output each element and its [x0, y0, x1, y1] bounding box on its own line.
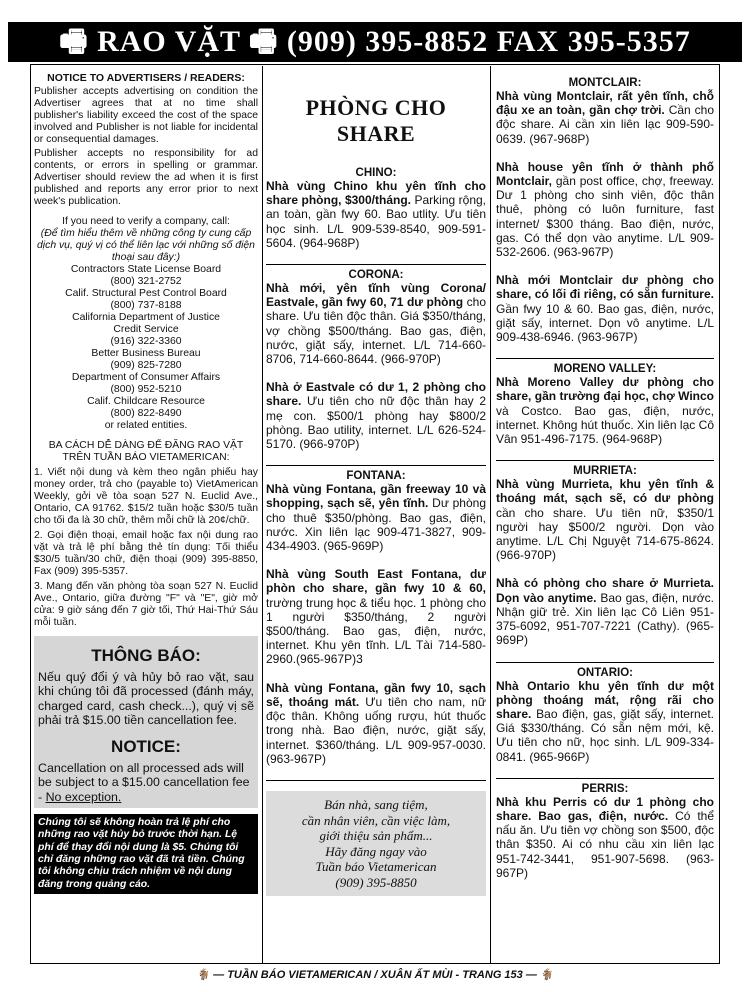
classified-ad — [496, 375, 714, 446]
classified-ad — [496, 273, 714, 344]
classified-ad — [266, 281, 486, 366]
city-heading: MORENO VALLEY: — [553, 363, 657, 376]
way-item: 3. Mang đến văn phòng tòa soạn 527 N. Euclid Ave., Ontario, giữa đường "F" và "E", giờ mở cửa: 9 giờ sáng đến 7 giờ tối, Thứ Hai-Thứ Sáu mỗi tuần. — [34, 581, 258, 628]
city-heading: FONTANA: — [346, 470, 406, 483]
notice-title: NOTICE TO ADVERTISERS / READERS: — [47, 72, 245, 84]
classified-ad — [496, 160, 714, 259]
classified-ad — [266, 567, 486, 666]
ad-headline: Nhà Ontario khu yên tĩnh dư một phòng thoáng mát, rộng rãi cho share. — [496, 678, 714, 721]
classified-ad — [496, 795, 714, 880]
ways-title: BA CÁCH DỄ DÀNG ĐỂ ĐĂNG RAO VẶT TRÊN TUẦN BÁO VIETAMERICAN: — [48, 440, 244, 463]
ad-body: cần cho share. Ưu tiên nữ, $350/1 người hay $500/2 người. Dọn vào anytime. L/L Chị Nguyệt 714-675-8624. (966-970P) — [496, 505, 714, 563]
way-item: 2. Gọi điện thoại, email hoặc fax nội dung rao vặt và trả lệ phí bằng thẻ tín dụng: Tối thiểu $30/5 tuần/30 chữ, điện thoại (909) 395-8850, Fax (909) 395-5357. — [34, 530, 258, 577]
ad-body: Dư phòng cho thuê $350/phòng. Bao gas, điện, nước. Xin liên lạc 909-471-3827, 909-434-4903. (965-969P) — [266, 496, 486, 554]
refund-policy-box — [34, 814, 258, 894]
ad-headline: Nhà Moreno Valley dư phòng cho share, gần trường đại học, chợ Winco — [496, 375, 714, 404]
ad-body: Parking rộng, an toàn, gần fwy 60. Bao utlity. Ưu tiên học sinh. L/L 909-539-8540, 909-591-5604. (964-968P) — [266, 193, 486, 250]
contact-line: (909) 825-7280 — [110, 360, 182, 371]
right-column — [496, 67, 714, 957]
way-item: 1. Viết nội dung và kèm theo ngân phiếu hay money order, trả cho (payable to) VietAmerican Weekly, gởi về tòa soạn 527 N. Euclid Ave., Ontario, CA 91762. $15/2 tuần hoặc $30/5 tuần cho tối đa là 30 chữ, thêm mỗi chữ là 20¢/chữ. — [34, 467, 258, 526]
contact-line: California Department of Justice — [72, 312, 220, 323]
ad-body: Bao điện, gas, giặt sấy, internet. Giá $330/tháng. Có sẵn nệm mới, kệ. Ưu tiên cho nữ, học sinh. L/L 909-334-0841. (965-966P) — [496, 706, 714, 764]
city-heading: PERRIS: — [581, 782, 629, 795]
header-text: 🖷 RAO VẶT 🖷 (909) 395-8852 FAX 395-5357 — [59, 25, 691, 58]
promo-box — [266, 791, 486, 897]
classified-ad — [496, 477, 714, 562]
ad-headline: Nhà khu Perris có dư 1 phòng cho share. Bao gas, điện, nước. — [496, 794, 714, 823]
footer-text: 🐐 — TUẦN BÁO VIETAMERICAN / XUÂN ẤT MÙI - TRANG 153 — 🐐 — [196, 969, 554, 981]
classified-ad — [266, 482, 486, 553]
contact-line: Credit Service — [113, 324, 179, 335]
promo-line: (909) 395-8850 — [335, 874, 417, 890]
refund-policy-text: Chúng tôi sẽ không hoàn trả lệ phí cho những rao vặt hủy bỏ trước thời hạn. Lệ phí để thay đổi nội dung là $5. Chúng tôi chỉ đăng những rao vặt đã trả tiền. Chúng tôi không chịu trách nhiệm về nội dung đăng trong quảng cáo. — [38, 817, 245, 890]
divider — [496, 358, 714, 359]
contact-line: (800) 952-5210 — [110, 384, 182, 395]
listing-sections — [266, 167, 486, 766]
header-banner — [8, 22, 742, 62]
divider — [266, 780, 486, 781]
column-title: PHÒNG CHO SHARE — [305, 95, 447, 146]
promo-line: Tuần báo Vietamerican — [315, 859, 437, 875]
ad-headline: Nhà ở Eastvale có dư 1, 2 phòng cho share. — [266, 380, 486, 409]
listing-sections — [496, 77, 714, 880]
verify-intro: If you need to verify a company, call: — [62, 216, 230, 227]
contact-line: Better Business Bureau — [91, 348, 201, 359]
classified-ad — [266, 380, 486, 451]
notice2-tail: No exception. — [45, 789, 122, 804]
contact-line: (800) 321-2752 — [110, 276, 182, 287]
divider — [266, 264, 486, 265]
ad-body: gần post office, chợ, freeway. Dư 1 phòng cho sinh viên, độc thân thuê, phòng có luôn furniture, fast internet/ $300 tháng. Bao điện, nước, gas. Có thể dọn vào anytime. L/L 909-532-2606. (963-967P) — [496, 174, 714, 260]
promo-line: Hãy đăng ngay vào — [325, 843, 427, 859]
ad-body: Ưu tiên cho nữ độc thân hay 2 mẹ con. $500/1 phòng hay $800/2 phòng. Bao utility, internet. L/L 626-524-5170. (966-970P) — [266, 394, 486, 452]
divider — [496, 778, 714, 779]
ad-headline: Nhà có phòng cho share ở Murrieta. Dọn vào anytime. — [496, 576, 714, 605]
ad-body: Bao gas, điện, nước. Nhận giữ trẻ. Xin liên lạc Cô Liên 951-375-6092, 951-707-7221 (Cathy). (965-969P) — [496, 590, 714, 648]
ad-headline: Nhà house yên tĩnh ở thành phố Montclair, — [496, 159, 714, 189]
divider — [496, 662, 714, 663]
ad-headline: Nhà vùng Fontana, gần fwy 10, sạch sẽ, thoáng mát. — [266, 680, 486, 709]
contact-line: Contractors State License Board — [70, 264, 222, 275]
ad-headline: Nhà vùng Murrieta, khu yên tĩnh & thoáng mát, sạch sẽ, có dư phòng — [496, 477, 714, 506]
contact-line: (800) 822-8490 — [110, 408, 182, 419]
contact-line: Calif. Structural Pest Control Board — [65, 288, 227, 299]
ad-headline: Nhà vùng South East Fontana, dư phòn cho share, gần fwy 10 & 60, — [266, 567, 486, 596]
contact-line: or related entities. — [104, 420, 188, 431]
classified-ad — [266, 681, 486, 766]
notice-paragraph: Publisher accepts no responsibility for ad contents, or errors in spelling or grammar. Advertiser should review the ad when it is first published and reports any error prior to next week's publication. — [34, 148, 258, 207]
contact-list — [34, 264, 258, 432]
ad-body: cho share. Ưu tiên độc thân. Giá $350/tháng, vợ chồng $500/tháng. Bao gas, điện, nước, giặt sấy, internet. L/L 714-660-8706, 714-660-8644. (966-970P) — [266, 295, 486, 367]
divider — [266, 465, 486, 466]
classified-ad — [496, 576, 714, 647]
ad-body: trường trung học & tiểu học. 1 phòng cho 1 người $350/tháng, 2 người $500/tháng. Bao gas, điện, nước, internet. Khu yên tĩnh. L/L Tài 714-580-2960.(965-967P)3 — [266, 595, 486, 667]
ad-headline: Nhà mới, yên tĩnh vùng Corona/ Eastvale, gần fwy 60, 71 dư phòng — [266, 281, 486, 310]
contact-line: Department of Consumer Affairs — [71, 372, 221, 383]
city-heading: MONTCLAIR: — [568, 77, 642, 89]
ad-headline: Nhà mới Montclair dư phòng cho share, có lối đi riêng, có sẵn furniture. — [496, 273, 714, 302]
ad-headline: Nhà vùng Montclair, rất yên tĩnh, chỗ đậu xe an toàn, gần chợ trời. — [496, 89, 714, 118]
page-footer — [0, 968, 750, 981]
promo-line: giới thiệu sản phẩm... — [319, 828, 433, 844]
city-heading: ONTARIO: — [576, 666, 633, 679]
left-column — [34, 67, 258, 957]
promo-line: Bán nhà, sang tiệm, — [324, 796, 428, 812]
contact-line: (916) 322-3360 — [110, 336, 182, 347]
classified-ad — [266, 179, 486, 250]
notice2-title: NOTICE: — [111, 737, 181, 757]
ad-body: Ưu tiên cho nam, nữ độc thân. Không uống rượu, hút thuốc trong nhà. Bao điện, nước, giặt sấy, internet. $360/tháng. L/L 909-957-0030. (963-967P) — [266, 694, 486, 766]
verify-vietnamese: (Để tìm hiểu thêm về những công ty cung cấp dịch vụ, quý vị có thể liên lạc với những số điện thoại sau đây:) — [37, 228, 255, 263]
ad-headline: Nhà vùng Chino khu yên tĩnh cho share phòng, $300/tháng. — [266, 179, 486, 208]
city-heading: CHINO: — [355, 167, 397, 179]
column-divider — [490, 66, 491, 963]
ad-headline: Nhà vùng Fontana, gần freeway 10 và shopping, sạch sẽ, yên tĩnh. — [266, 482, 486, 511]
notice-paragraph: Publisher accepts advertising on condition the Advertiser agrees that at no time shall publisher's liability exceed the cost of the space involved and Publisher is not liable for incidental or consequential damages. — [34, 86, 258, 145]
column-divider — [262, 66, 263, 963]
promo-line: cần nhân viên, cần việc làm, — [301, 812, 451, 828]
ad-body: Có thể nấu ăn. Ưu tiên vợ chồng son $500, độc thân $350. Ai có nhu cầu xin liên lạc 951-742-3441, 951-907-5698. (963-967P) — [496, 808, 714, 880]
ad-body: và Costco. Bao gas, điện, nước, internet. Không hút thuốc. Xin liên lạc Cô Vân 951-496-7175. (964-968P) — [496, 403, 714, 447]
ad-body: Cần cho độc share. Ai cần xin liên lạc 909-590-0639. (967-968P) — [496, 103, 714, 146]
contact-line: (800) 737-8188 — [110, 300, 182, 311]
thongbao-text: Nếu quý đổi ý và hủy bỏ rao vặt, sau khi chúng tôi đã processed (đánh máy, charged card, cash check...), quý vị sẽ phải trả $15.00 tiền cancellation fee. — [38, 670, 254, 727]
divider — [496, 460, 714, 461]
middle-column — [266, 67, 486, 957]
city-heading: MURRIETA: — [573, 465, 637, 478]
ad-body: Gần fwy 10 & 60. Bao gas, điện, nước, giặt sấy, internet. Dọn vô anytime. L/L 909-438-6946. (963-967P) — [496, 301, 714, 345]
classified-ad — [496, 679, 714, 764]
thongbao-title: THÔNG BÁO: — [91, 646, 201, 665]
notice2-text — [38, 761, 254, 804]
city-heading: CORONA: — [348, 269, 404, 282]
notice2-body: Cancellation on all processed ads will be subject to a $15.00 cancellation fee - — [38, 761, 250, 804]
contact-line: Calif. Childcare Resource — [87, 396, 205, 407]
cancellation-box — [34, 636, 258, 808]
classified-ad — [496, 89, 714, 146]
